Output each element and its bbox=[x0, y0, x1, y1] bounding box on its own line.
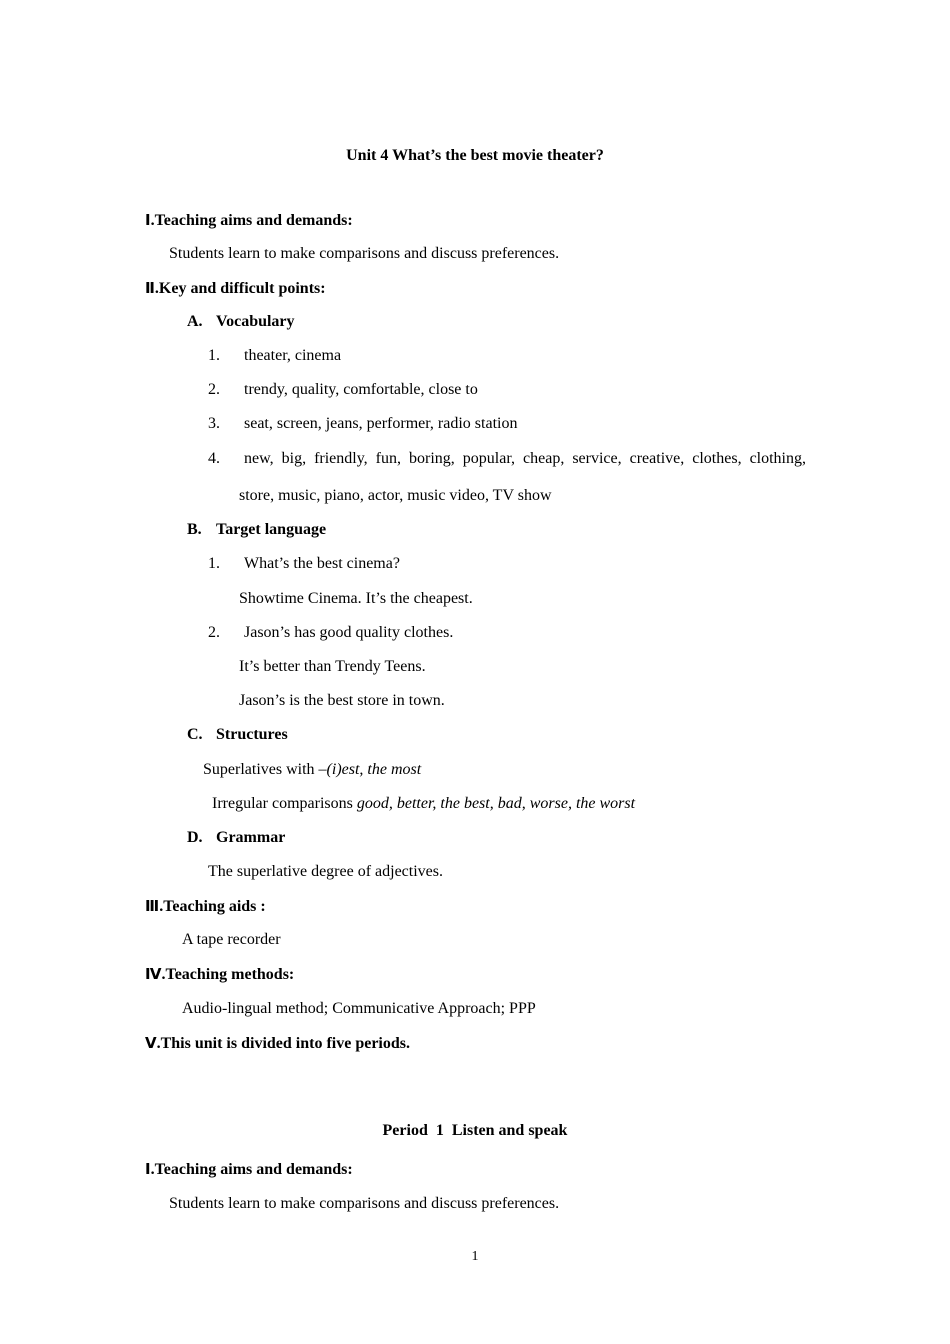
target-item-text: What’s the best cinema? bbox=[244, 555, 400, 572]
period-1-title: Period 1 Listen and speak bbox=[382, 1122, 568, 1139]
section-2-heading-text: .Key and difficult points: bbox=[154, 280, 326, 297]
vocab-item-number: 1. bbox=[208, 347, 220, 364]
structure-line-2 bbox=[212, 794, 635, 814]
vocab-item-continuation: store, music, piano, actor, music video, TV show bbox=[239, 487, 552, 504]
section-1-numeral: Ⅰ bbox=[145, 211, 151, 229]
target-item-number: 1. bbox=[208, 555, 220, 572]
period-1-numeral: Ⅰ bbox=[145, 1160, 151, 1178]
section-5-numeral: Ⅴ bbox=[145, 1034, 157, 1052]
section-3-heading-text: .Teaching aids : bbox=[159, 898, 266, 915]
subsection-c-title: Structures bbox=[216, 726, 288, 743]
period-1-body: Students learn to make comparisons and discuss preferences. bbox=[169, 1195, 560, 1212]
target-line: Showtime Cinema. It’s the cheapest. bbox=[239, 590, 473, 607]
section-4-body: Audio-lingual method; Communicative Approach; PPP bbox=[182, 1000, 536, 1017]
structure-line-1 bbox=[203, 760, 421, 780]
section-3-heading bbox=[145, 896, 266, 917]
vocab-item-number: 4. bbox=[208, 450, 220, 467]
vocab-item-text: trendy, quality, comfortable, close to bbox=[244, 381, 478, 398]
structure-line-2-italic: good, better, the best, bad, worse, the worst bbox=[356, 795, 636, 812]
vocab-item-text: theater, cinema bbox=[244, 347, 342, 364]
vocab-item-text: new, big, friendly, fun, boring, popular, cheap, service, creative, clothes, clothing, bbox=[244, 450, 806, 467]
section-4-numeral: Ⅳ bbox=[145, 965, 162, 983]
subsection-b-letter: B. bbox=[187, 521, 202, 538]
period-1-heading-text: .Teaching aims and demands: bbox=[150, 1161, 353, 1178]
structure-line-2-plain: Irregular comparisons bbox=[212, 795, 357, 812]
section-1-heading bbox=[145, 210, 353, 231]
section-3-numeral: Ⅲ bbox=[145, 897, 160, 915]
period-1-section-heading bbox=[145, 1159, 353, 1180]
section-2-heading bbox=[145, 278, 326, 299]
subsection-a-title: Vocabulary bbox=[216, 313, 295, 330]
section-3-body: A tape recorder bbox=[182, 931, 281, 948]
subsection-b-title: Target language bbox=[216, 521, 327, 538]
section-5-heading-text: .This unit is divided into five periods. bbox=[156, 1035, 410, 1052]
section-4-heading-text: .Teaching methods: bbox=[161, 966, 295, 983]
structure-line-1-italic: –(i)est, the most bbox=[318, 761, 422, 778]
vocab-item-text: seat, screen, jeans, performer, radio station bbox=[244, 415, 518, 432]
section-1-body: Students learn to make comparisons and discuss preferences. bbox=[169, 245, 560, 262]
vocab-item-number: 3. bbox=[208, 415, 220, 432]
document-title: Unit 4 What’s the best movie theater? bbox=[346, 147, 604, 164]
target-line: It’s better than Trendy Teens. bbox=[239, 658, 426, 675]
target-item-number: 2. bbox=[208, 624, 220, 641]
structure-line-1-plain: Superlatives with bbox=[203, 761, 319, 778]
section-2-numeral: Ⅱ bbox=[145, 279, 155, 297]
vocab-item-number: 2. bbox=[208, 381, 220, 398]
subsection-a-letter: A. bbox=[187, 313, 203, 330]
section-1-heading-text: .Teaching aims and demands: bbox=[150, 212, 353, 229]
subsection-d-title: Grammar bbox=[216, 829, 286, 846]
subsection-c-letter: C. bbox=[187, 726, 203, 743]
section-4-heading bbox=[145, 964, 294, 985]
section-5-heading bbox=[145, 1033, 410, 1054]
page-number: 1 bbox=[471, 1249, 479, 1264]
subsection-d-letter: D. bbox=[187, 829, 203, 846]
grammar-body: The superlative degree of adjectives. bbox=[208, 863, 443, 880]
target-line: Jason’s is the best store in town. bbox=[239, 692, 445, 709]
target-item-text: Jason’s has good quality clothes. bbox=[244, 624, 454, 641]
